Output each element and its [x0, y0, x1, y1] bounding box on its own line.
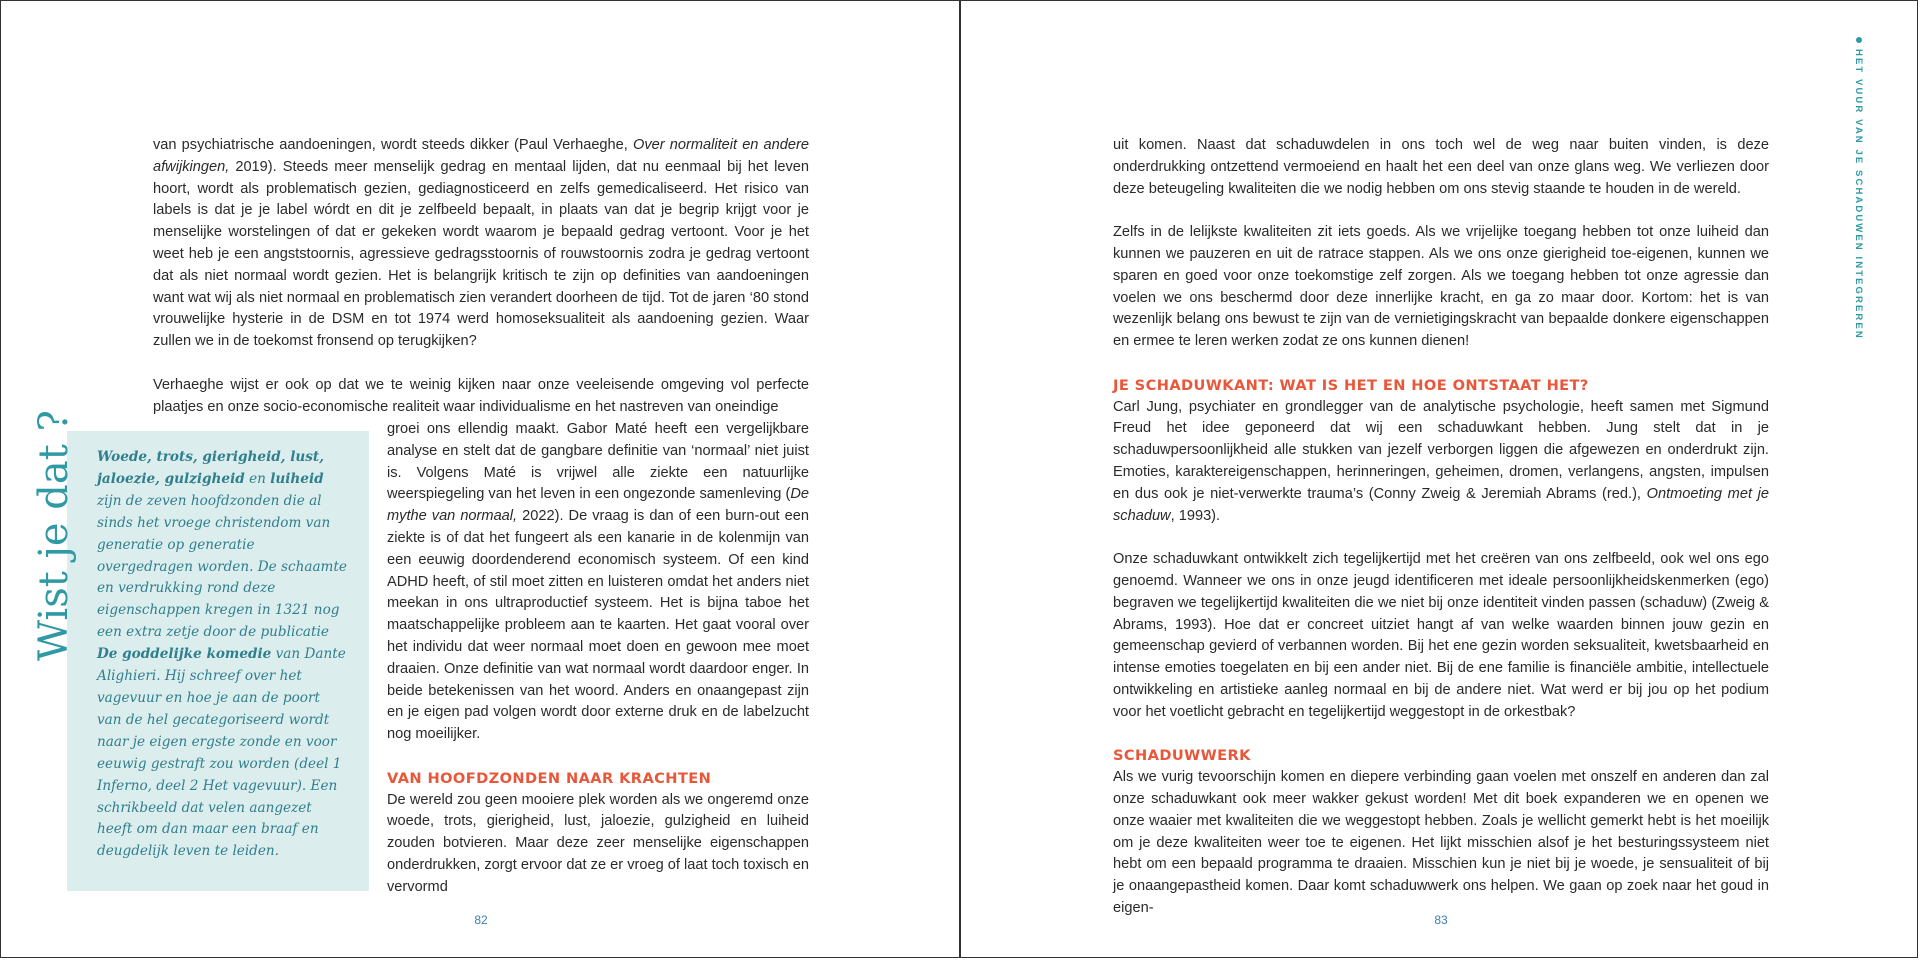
left-body-top — [153, 135, 809, 418]
page-number: 83 — [1434, 913, 1448, 927]
left-body-wrapped — [387, 419, 809, 899]
left-paragraph: Verhaeghe wijst er ook op dat we te weinig kijken naar onze veeleisende omgeving vol perfecte plaatjes en onze socio-economische realiteit waar individualisme en het nastreven van oneindige — [153, 376, 809, 415]
sidebar-title: Wist je dat ? — [31, 410, 77, 661]
section-heading: JE SCHADUWKANT: WAT IS HET EN HOE ONTSTAAT HET? — [1113, 376, 1589, 394]
page-number: 82 — [474, 913, 488, 927]
did-you-know-box — [67, 431, 369, 891]
running-head — [1853, 37, 1864, 340]
right-paragraph: Zelfs in de lelijkste kwaliteiten zit iets goeds. Als we vrijelijke toegang hebben tot onze luiheid dan kunnen we pauzeren en uit de ratrace stappen. Als we ons onze gierigheid toe-eigenen, kunnen we sparen en goed voor onze toekomstige zelf zorgen. Als we toegang hebben tot onze agressie dan voelen we ons beschermd door deze innerlijke kracht, en ga zo maar door. Kortom: het is van wezenlijk belang ons bewust te zijn van de vernietigingskracht van bepaalde donkere eigenschappen en ermee te leren werken zodat ze ons kunnen dienen! — [1113, 224, 1769, 350]
left-paragraph: van psychiatrische aandoeningen, wordt steeds dikker (Paul Verhaeghe, Over normaliteit en andere afwijkingen, 2019). Steeds meer menselijk gedrag en mentaal lijden, dat nu eenmaal bij het leven hoort, wordt als problematisch gezien, gediagnosticeerd en zelfs gemedicaliseerd. Het risico van labels is dat je je label wórdt en dit je zelfbeeld bepaalt, in plaats van dat je begrip krijgt voor je menselijke worstelingen of dat er gekeken wordt waarom je bepaald gedrag vertoont. Voor je het weet heb je een angststoornis, agressieve gedragsstoornis of rouwstoornis zodra je gedrag vertoont dat als niet normaal wordt gezien. Het is belangrijk kritisch te zijn op definities van aandoeningen want wat wij als niet normaal en problematisch zien verandert doorheen de tijd. Tot de jaren ‘80 stond vrouwelijke hysterie in de DSM en tot 1974 werd homoseksualiteit als aandoening gezien. Waar zullen we in de toekomst fronsend op terugkijken? — [153, 137, 809, 350]
section-heading: VAN HOOFDZONDEN NAAR KRACHTEN — [387, 769, 712, 787]
left-paragraph: De wereld zou geen mooiere plek worden als we ongeremd onze woede, trots, gierigheid, lust, jaloezie, gulzigheid en luiheid zouden botvieren. Maar deze zeer menselijke eigenschappen onderdrukken, zorgt ervoor dat ze er vroeg of laat toch toxisch en vervormd — [387, 791, 809, 895]
right-paragraph: Als we vurig tevoorschijn komen en diepere verbinding gaan voelen met onszelf en anderen dan zal onze schaduwkant ook meer wakker gekust worden! Met dit boek expanderen we en openen we onze waaier met kwaliteiten die we weggestopt hebben. Zoals je wellicht gemerkt hebt is het moeilijk om je deze kwaliteiten weer toe te eigenen. Het lijkt misschien alsof je het besturingssysteem niet hebt om een bepaald programma te draaien. Misschien kun je niet bij je woede, je sensualiteit of bij je onaangepastheid komen. Daar komt schaduwwerk ons helpen. We gaan op zoek naar het goud in eigen- — [1113, 769, 1769, 916]
left-paragraph: groei ons ellendig maakt. Gabor Maté heeft een vergelijkbare analyse en stelt dat de gangbare definitie van ‘normaal’ niet juist is. Volgens Maté is vrijwel alle ziekte een natuurlijke weerspiegeling van het leven in een ongezonde samenleving (De mythe van normaal, 2022). De vraag is dan of een burn-out een ziekte is of dat het fungeert als een kanarie in de kolenmijn van een eeuwig doordenderend economisch systeem. Of een kind ADHD heeft, of stil moet zitten en luisteren omdat het anders niet meekan in ons ultraproductief systeem. Het is bijna taboe het maatschappelijke probleem aan te kaarten. Het gaat vooral over het individu dat weer normaal moet doen en gewoon mee moet draaien. Onze definitie van wat normaal wordt daardoor enger. In beide betekenissen van het woord. Anders en onaangepast zijn en je eigen pad volgen wordt door externe druk en de labelzucht nog moeilijker. — [387, 421, 809, 743]
right-page — [961, 1, 1919, 957]
section-heading: SCHADUWWERK — [1113, 747, 1251, 765]
right-paragraph: Onze schaduwkant ontwikkelt zich tegelijkertijd met het creëren van ons zelfbeeld, ook wel ons ego genoemd. Wanneer we ons in onze jeugd identificeren met ideale persoonlijkheidskenmerken (ego) begraven we tegelijkertijd kwaliteiten die we niet bij onze identiteit vinden passen (schaduw) (Zweig & Abrams, 1993). Hoe dat er concreet uitziet hangt af van welke waarden binnen jouw gezin en gemeenschap gevierd of verbannen worden. Bij het ene gezin worden seksualiteit, kwetsbaarheid en intense emoties toegelaten en bij een ander niet. Bij de ene familie is financiële ambitie, intellectuele ontwikkeling en artistieke aanleg normaal en bij de andere niet. Wat werd er bij jou op het podium voor het voetlicht gebracht en tegelijkertijd weggestopt in de orkestbak? — [1113, 551, 1769, 720]
running-head-text: HET VUUR VAN JE SCHADUWEN INTEGREREN — [1853, 49, 1864, 340]
right-paragraph: Carl Jung, psychiater en grondlegger van de analytische psychologie, heeft samen met Sigmund Freud het idee geponeerd dat wij een schaduwkant hebben. Jung stelt dat in je schaduwpersoonlijkheid alle stukken van jezelf verborgen liggen die afgewezen en onderdrukt zijn. Emoties, karaktereigenschappen, herinneringen, geheimen, dromen, verlangens, angsten, impulsen en dus ook je niet-verwerkte trauma’s (Conny Zweig & Jeremiah Abrams (red.), Ontmoeting met je schaduw, 1993). — [1113, 398, 1769, 524]
right-body — [1113, 135, 1769, 920]
sidebar-text: Woede, trots, gierigheid, lust, jaloezie, gulzigheid en luiheid zijn de zeven hoofdzonden die al sinds het vroege christendom van generatie op generatie overgedragen worden. De schaamte en verdrukking rond deze eigenschappen kregen in 1321 nog een extra zetje door de publicatie De goddelijke komedie van Dante Alighieri. Hij schreef over het vagevuur en hoe je aan de poort van de hel gecategoriseerd wordt naar je eigen ergste zonde en voor eeuwig gestraft zou worden (deel 1 Inferno, deel 2 Het vagevuur). Een schrikbeeld dat velen aangezet heeft om dan maar een braaf en deugdelijk leven te leiden. — [97, 449, 347, 860]
left-page — [1, 1, 959, 957]
right-paragraph: uit komen. Naast dat schaduwdelen in ons toch wel de weg naar buiten vinden, is deze onderdrukking ontzettend vermoeiend en haalt het een deel van onze glans weg. We verliezen door deze beteugeling kwaliteiten die we nodig hebben om ons stevig staande te houden in de wereld. — [1113, 137, 1769, 197]
bullet-icon — [1856, 37, 1862, 43]
